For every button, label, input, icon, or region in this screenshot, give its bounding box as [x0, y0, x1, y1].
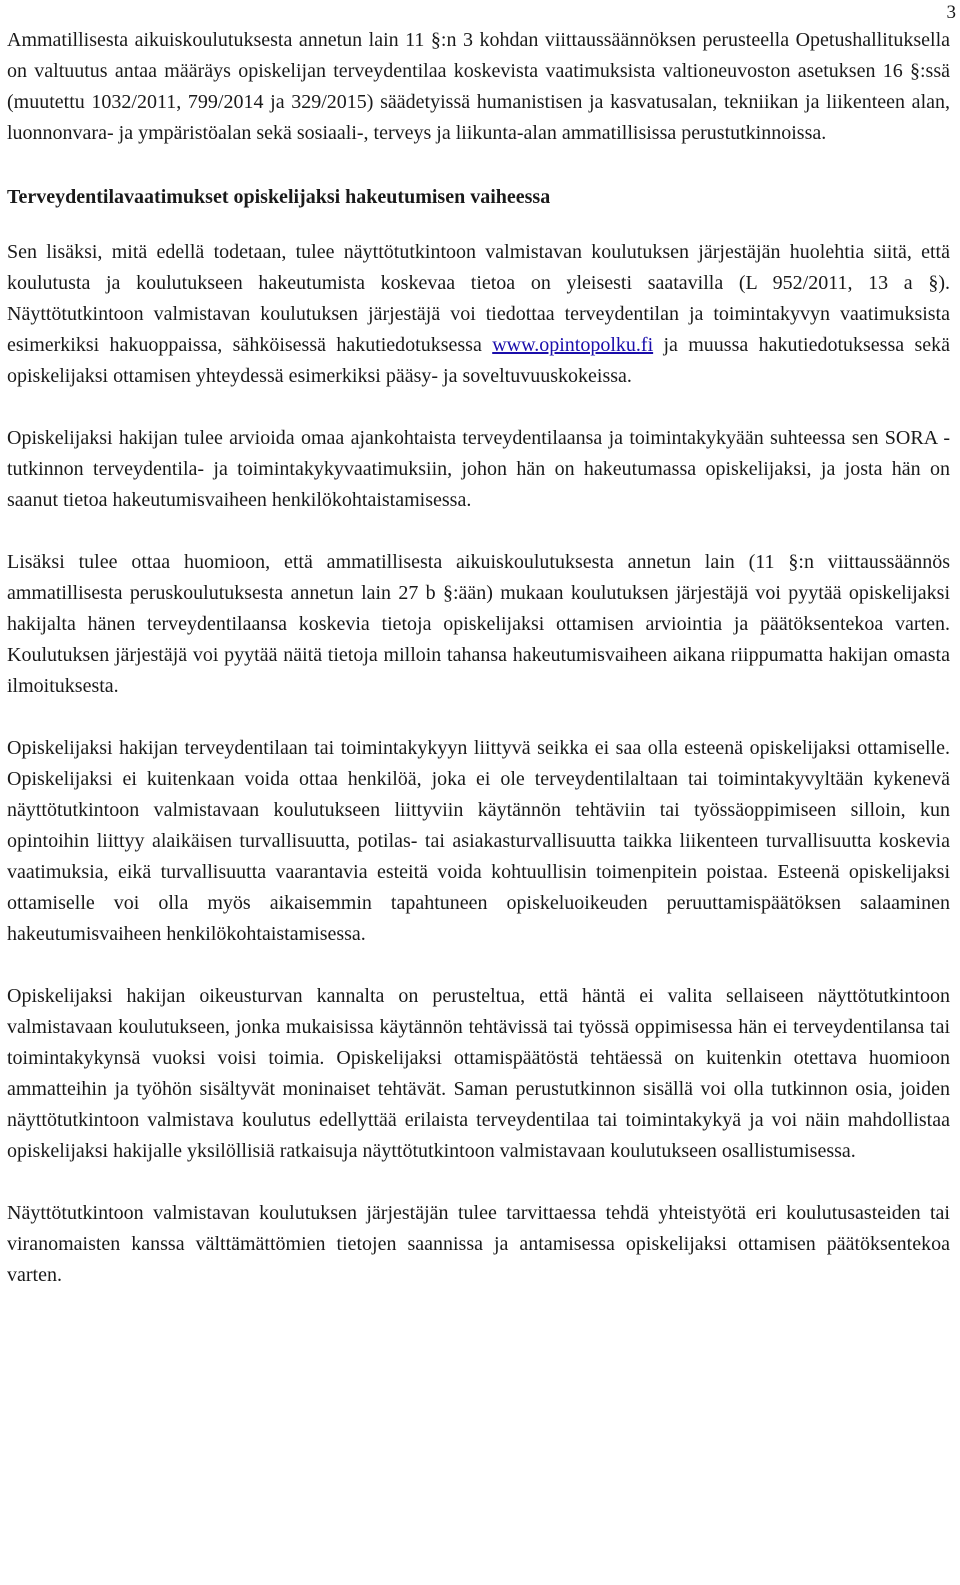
page-number: 3 [946, 2, 956, 23]
paragraph-legal-protection: Opiskelijaksi hakijan oikeusturvan kannalta on perusteltua, että häntä ei valita sellaiseen näyttötutkintoon valmistavaan koulutukseen, jonka mukaisissa käytännön tehtävissä tai työssä oppimisessa hän ei terveydentilansa tai toimintakykynsä vuoksi voisi toimia. Opiskelijaksi ottamispäätöstä tehtäessä on kuitenkin otettava huomioon ammatteihin ja työhön sisältyvät moninaiset tehtävät. Saman perustutkinnon sisällä voi olla tutkinnon osia, joiden näyttötutkintoon valmistava koulutus edellyttää erilaista terveydentilaa tai toimintakykyä ja voi näin mahdollistaa opiskelijaksi hakijalle yksilöllisiä ratkaisuja näyttötutkintoon valmistavaan koulutukseen osallistumisessa. [7, 985, 950, 1162]
intro-paragraph: Ammatillisesta aikuiskoulutuksesta annetun lain 11 §:n 3 kohdan viittaussäännöksen perusteella Opetushallituksella on valtuutus antaa määräys opiskelijan terveydentilaa koskevista vaatimuksista valtioneuvoston asetuksen 16 §:ssä (muutettu 1032/2011, 799/2014 ja 329/2015) säädetyissä humanistisen ja kasvatusalan, tekniikan ja liikenteen alan, luonnonvara- ja ympäristöalan sekä sosiaali-, terveys ja liikunta-alan ammatillisissa perustutkinnoissa. [7, 29, 950, 144]
paragraph-information-availability [7, 237, 950, 392]
section-heading: Terveydentilavaatimukset opiskelijaksi hakeutumisen vaiheessa [7, 186, 551, 208]
paragraph-text: Sen lisäksi, mitä edellä todetaan, tulee näyttötutkintoon valmistavan koulutuksen järjestäjän huolehtia siitä, että koulutusta ja koulutukseen hakeutumista koskevaa tietoa on yleisesti saatavilla (L 952/2011, 13 a §). Näyttötutkintoon valmistavan koulutuksen järjestäjä voi tiedottaa terveydentilan ja toimintakyvyn vaatimuksista esimerkiksi hakuoppaissa, sähköisessä hakutiedotuksessa [7, 241, 950, 356]
paragraph-admission-obstacles: Opiskelijaksi hakijan terveydentilaan tai toimintakykyyn liittyvä seikka ei saa olla esteenä opiskelijaksi ottamiselle. Opiskelijaksi ei kuitenkaan voida ottaa henkilöä, joka ei ole terveydentilaltaan tai toimintakyvyltään kykenevä näyttötutkintoon valmistavaan koulutukseen liittyviin käytännön tehtäviin tai työssäoppimiseen silloin, kun opintoihin liittyy alaikäisen turvallisuutta, potilas- tai asiakasturvallisuutta taikka liikenteen turvallisuutta koskevia vaatimuksia, eikä turvallisuutta vaarantavia esteitä voida kohtuullisin toimenpitein poistaa. Esteenä opiskelijaksi ottamiselle voi olla myös aikaisemmin tapahtuneen opiskeluoikeuden peruuttamispäätöksen salaaminen hakeutumisvaiheen henkilökohtaistamisessa. [7, 737, 950, 945]
document-body [7, 25, 950, 1291]
paragraph-health-information-request: Lisäksi tulee ottaa huomioon, että ammatillisesta aikuiskoulutuksesta annetun lain (11 §:n viittaussäännös ammatillisesta peruskoulutuksesta annetun lain 27 b §:ään) mukaan koulutuksen järjestäjä voi pyytää opiskelijaksi hakijalta hänen terveydentilaansa koskevia tietoja opiskelijaksi ottamisen arviointia ja päätöksentekoa varten. Koulutuksen järjestäjä voi pyytää näitä tietoja milloin tahansa hakeutumisvaiheen aikana riippumatta hakijan omasta ilmoituksesta. [7, 551, 950, 697]
opintopolku-link[interactable]: www.opintopolku.fi [492, 334, 654, 356]
paragraph-text: ja muussa hakutiedotuksessa sekä opiskelijaksi ottamisen yhteydessä esimerkiksi pääsy- ja soveltuvuuskokeissa. [7, 334, 951, 387]
paragraph-applicant-self-assessment: Opiskelijaksi hakijan tulee arvioida omaa ajankohtaista terveydentilaansa ja toimintakykyään suhteessa sen SORA -tutkinnon terveydentila- ja toimintakykyvaatimuksiin, johon hän on hakeutumassa opiskelijaksi, ja josta hän on saanut tietoa hakeutumisvaiheen henkilökohtaistamisessa. [7, 427, 950, 511]
paragraph-cooperation: Näyttötutkintoon valmistavan koulutuksen järjestäjän tulee tarvittaessa tehdä yhteistyötä eri koulutusasteiden tai viranomaisten kanssa välttämättömien tietojen saannissa ja antamisessa opiskelijaksi ottamisen päätöksentekoa varten. [7, 1202, 950, 1286]
